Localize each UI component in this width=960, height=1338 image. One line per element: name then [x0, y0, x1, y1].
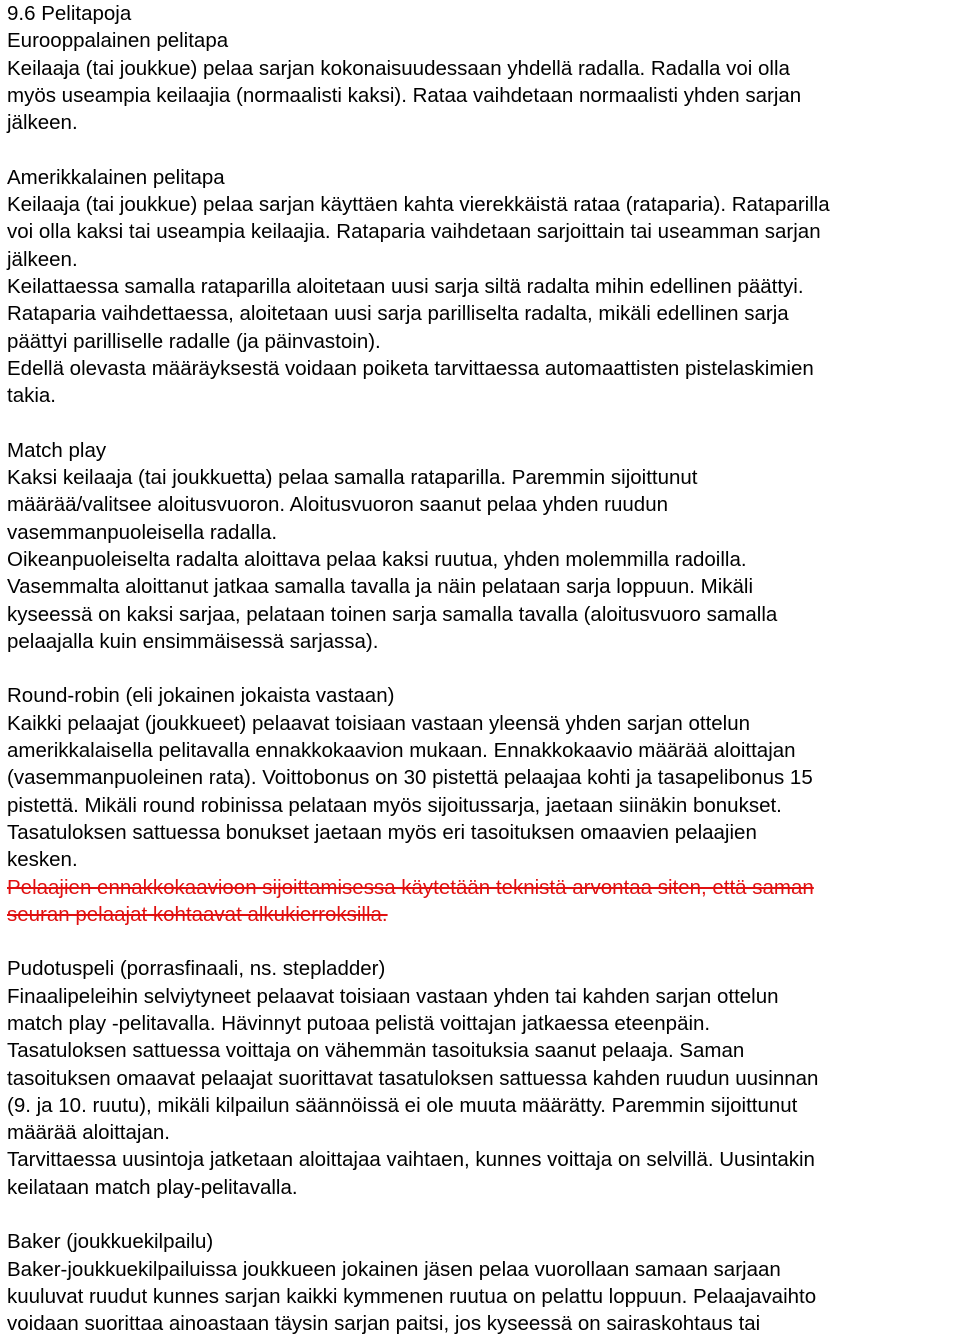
section-heading: 9.6 Pelitapoja: [7, 2, 132, 25]
european-heading: Eurooppalainen pelitapa: [7, 29, 229, 53]
american-line: voi olla kaksi tai useampia keilaajia. Rataparia vaihdetaan sarjoittain tai useamman sarjan: [7, 220, 821, 244]
baker-line: voidaan suorittaa ainoastaan täysin sarjan paitsi, jos kyseessä on sairaskohtaus tai: [7, 1312, 761, 1336]
match-play-line: määrää/valitsee aloitusvuoron. Aloitusvuoron saanut pelaa yhden ruudun: [7, 493, 668, 517]
round-robin-line: amerikkalaisella pelitavalla ennakkokaavion mukaan. Ennakkokaavio määrää aloittajan: [7, 739, 796, 763]
match-play-line: Kaksi keilaaja (tai joukkuetta) pelaa samalla rataparilla. Paremmin sijoittunut: [7, 466, 698, 490]
paragraph-gap: [7, 409, 957, 436]
match-play-line: pelaajalla kuin ensimmäisessä sarjassa).: [7, 629, 379, 653]
match-play-line: vasemmanpuoleisella radalla.: [7, 520, 278, 544]
european-line: Keilaaja (tai joukkue) pelaa sarjan kokonaisuudessaan yhdellä radalla. Radalla voi olla: [7, 56, 790, 80]
stepladder-heading: Pudotuspeli (porrasfinaali, ns. stepladder): [7, 957, 386, 981]
european-line: jälkeen.: [7, 111, 78, 135]
stepladder-line: Tasatuloksen sattuessa voittaja on vähemmän tasoituksia saanut pelaaja. Saman: [7, 1039, 745, 1063]
baker-line: Baker-joukkuekilpailuissa joukkueen jokainen jäsen pelaa vuorollaan samaan sarjaan: [7, 1257, 781, 1281]
stepladder-line: (9. ja 10. ruutu), mikäli kilpailun säännöissä ei ole muuta määrätty. Paremmin sijoittunut: [7, 1093, 798, 1117]
round-robin-line: (vasemmanpuoleinen rata). Voittobonus on 30 pistettä pelaajaa kohti ja tasapelibonus 15: [7, 766, 813, 790]
european-line: myös useampia keilaajia (normaalisti kaksi). Rataa vaihdetaan normaalisti yhden sarjan: [7, 83, 802, 107]
match-play-heading: Match play: [7, 438, 107, 462]
match-play-line: Oikeanpuoleiselta radalta aloittava pelaa kaksi ruutua, yhden molemmilla radoilla.: [7, 547, 747, 571]
american-heading: Amerikkalainen pelitapa: [7, 165, 225, 189]
american-line: jälkeen.: [7, 247, 78, 271]
document-page: [7, 0, 957, 1338]
stepladder-line: Tarvittaessa uusintoja jatketaan aloittajaa vaihtaen, kunnes voittaja on selvillä. Uusintakin: [7, 1148, 815, 1172]
stepladder-line: määrää aloittajan.: [7, 1121, 170, 1145]
match-play-line: kyseessä on kaksi sarjaa, pelataan toinen sarja samalla tavalla (aloitusvuoro samalla: [7, 602, 778, 626]
round-robin-line: Tasatuloksen sattuessa bonukset jaetaan myös eri tasoituksen omaavien pelaajien: [7, 820, 757, 844]
round-robin-struck-line: seuran pelaajat kohtaavat alkukierroksilla.: [7, 902, 388, 926]
paragraph-gap: [7, 928, 957, 955]
american-line: Rataparia vaihdettaessa, aloitetaan uusi sarja parilliselta radalta, mikäli edellinen sarja: [7, 302, 789, 326]
round-robin-struck-line: Pelaajien ennakkokaavioon sijoittamisessa käytetään teknistä arvontaa siten, että saman: [7, 875, 814, 899]
american-line: Keilattaessa samalla rataparilla aloitetaan uusi sarja siltä radalta mihin edellinen päättyi.: [7, 274, 804, 298]
baker-heading: Baker (joukkuekilpailu): [7, 1230, 214, 1254]
american-line: Edellä olevasta määräyksestä voidaan poiketa tarvittaessa automaattisten pistelaskimien: [7, 356, 814, 380]
american-line: Keilaaja (tai joukkue) pelaa sarjan käyttäen kahta vierekkäistä rataa (rataparia). Rataparilla: [7, 193, 830, 217]
round-robin-line: kesken.: [7, 848, 78, 872]
round-robin-line: pistettä. Mikäli round robinissa pelataan myös sijoitussarja, jaetaan siinäkin bonukset.: [7, 793, 782, 817]
round-robin-line: Kaikki pelaajat (joukkueet) pelaavat toisiaan vastaan yleensä yhden sarjan ottelun: [7, 711, 751, 735]
american-line: takia.: [7, 384, 56, 408]
round-robin-heading: Round-robin (eli jokainen jokaista vastaan): [7, 684, 395, 708]
stepladder-line: match play -pelitavalla. Hävinnyt putoaa pelistä voittajan jatkaessa eteenpäin.: [7, 1011, 711, 1035]
baker-line: kuuluvat ruudut kunnes sarjan kaikki kymmenen ruutua on pelattu loppuun. Pelaajavaihto: [7, 1284, 817, 1308]
paragraph-gap: [7, 136, 957, 163]
paragraph-gap: [7, 655, 957, 682]
stepladder-line: Finaalipeleihin selviytyneet pelaavat toisiaan vastaan yhden tai kahden sarjan ottelun: [7, 984, 779, 1008]
match-play-line: Vasemmalta aloittanut jatkaa samalla tavalla ja näin pelataan sarja loppuun. Mikäli: [7, 575, 754, 599]
american-line: päättyi parilliselle radalle (ja päinvastoin).: [7, 329, 381, 353]
stepladder-line: tasoituksen omaavat pelaajat suorittavat tasatuloksen sattuessa kahden ruudun uusinnan: [7, 1066, 819, 1090]
paragraph-gap: [7, 1201, 957, 1228]
stepladder-line: keilataan match play-pelitavalla.: [7, 1175, 298, 1199]
